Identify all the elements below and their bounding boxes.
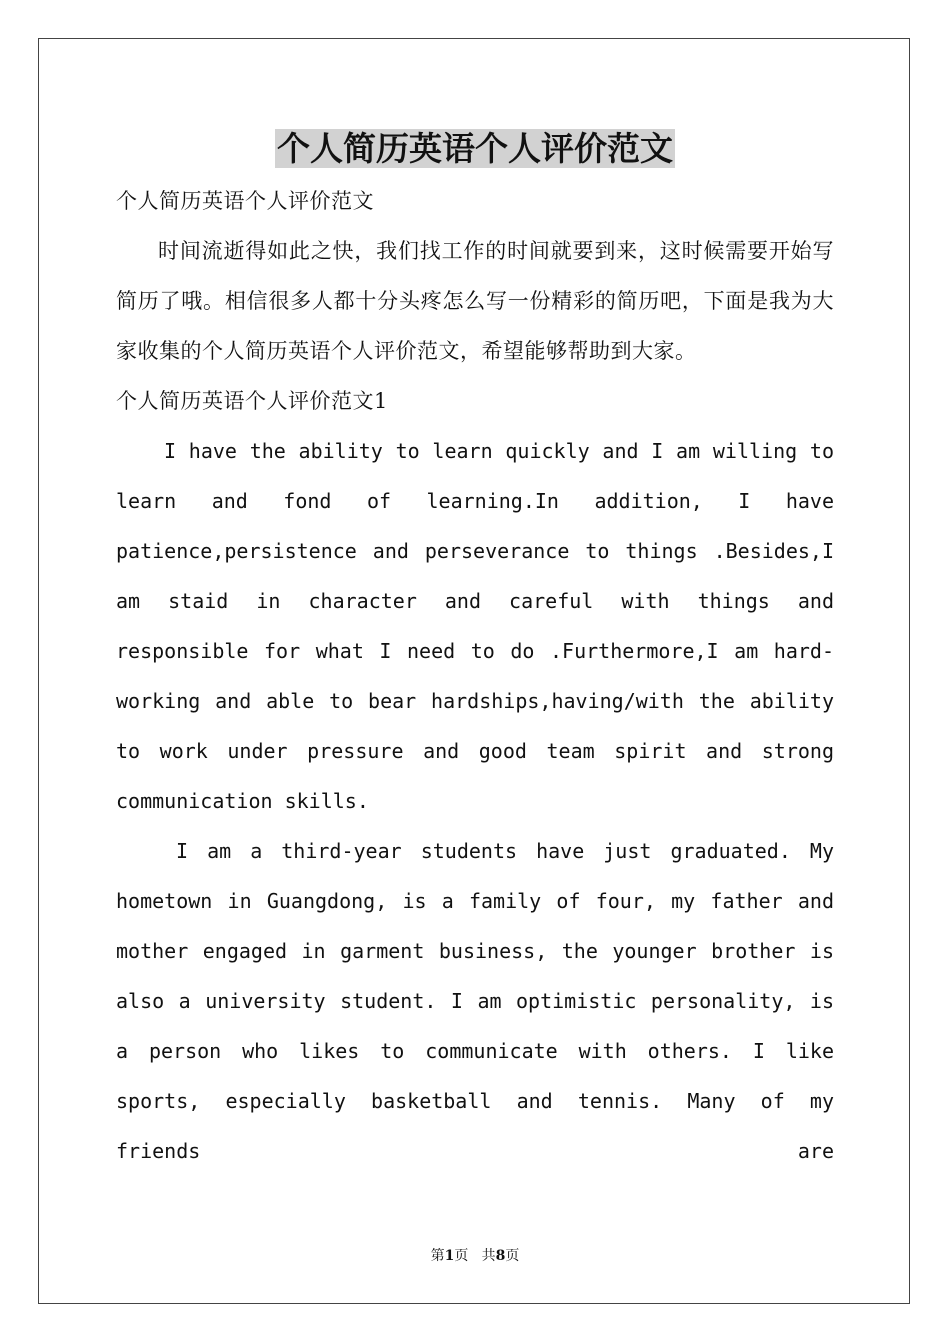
page-footer (0, 1246, 950, 1266)
english-paragraph-1: I have the ability to learn quickly and I am willing to learn and fond of learning.In addition, I have patience,persistence and perseverance to things .Besides,I am staid in character and careful with things and responsible for what I need to do .Furthermore,I am hard-working and able to bear hardships,having/with the ability to work under pressure and good team spirit and strong communication skills. (116, 439, 834, 813)
footer-page-suffix: 页 (454, 1248, 469, 1264)
section-heading: 个人简历英语个人评价范文1 (116, 389, 388, 413)
footer-total-pages: 8 (495, 1248, 506, 1264)
footer-page-number: 1 (444, 1248, 455, 1264)
footer-page-prefix: 第 (430, 1248, 445, 1264)
intro-paragraph: 时间流逝得如此之快，我们找工作的时间就要到来，这时候需要开始写简历了哦。相信很多人都十分头疼怎么写一份精彩的简历吧，下面是我为大家收集的个人简历英语个人评价范文，希望能够帮助到大家。 (116, 239, 834, 363)
footer-total-prefix: 共 (481, 1248, 496, 1264)
document-title (0, 126, 950, 172)
footer-total-suffix: 页 (505, 1248, 520, 1264)
document-subtitle: 个人简历英语个人评价范文 (116, 189, 374, 213)
english-paragraph-2: I am a third-year students have just graduated. My hometown in Guangdong, is a family of four, my father and mother engaged in garment business, the younger brother is also a university student. I am optimistic personality, is a person who likes to communicate with others. I like sports, especially basketball and tennis. Many of my friends are (116, 839, 834, 1163)
document-title-text: 个人简历英语个人评价范文 (277, 129, 673, 168)
document-body (116, 176, 834, 1176)
